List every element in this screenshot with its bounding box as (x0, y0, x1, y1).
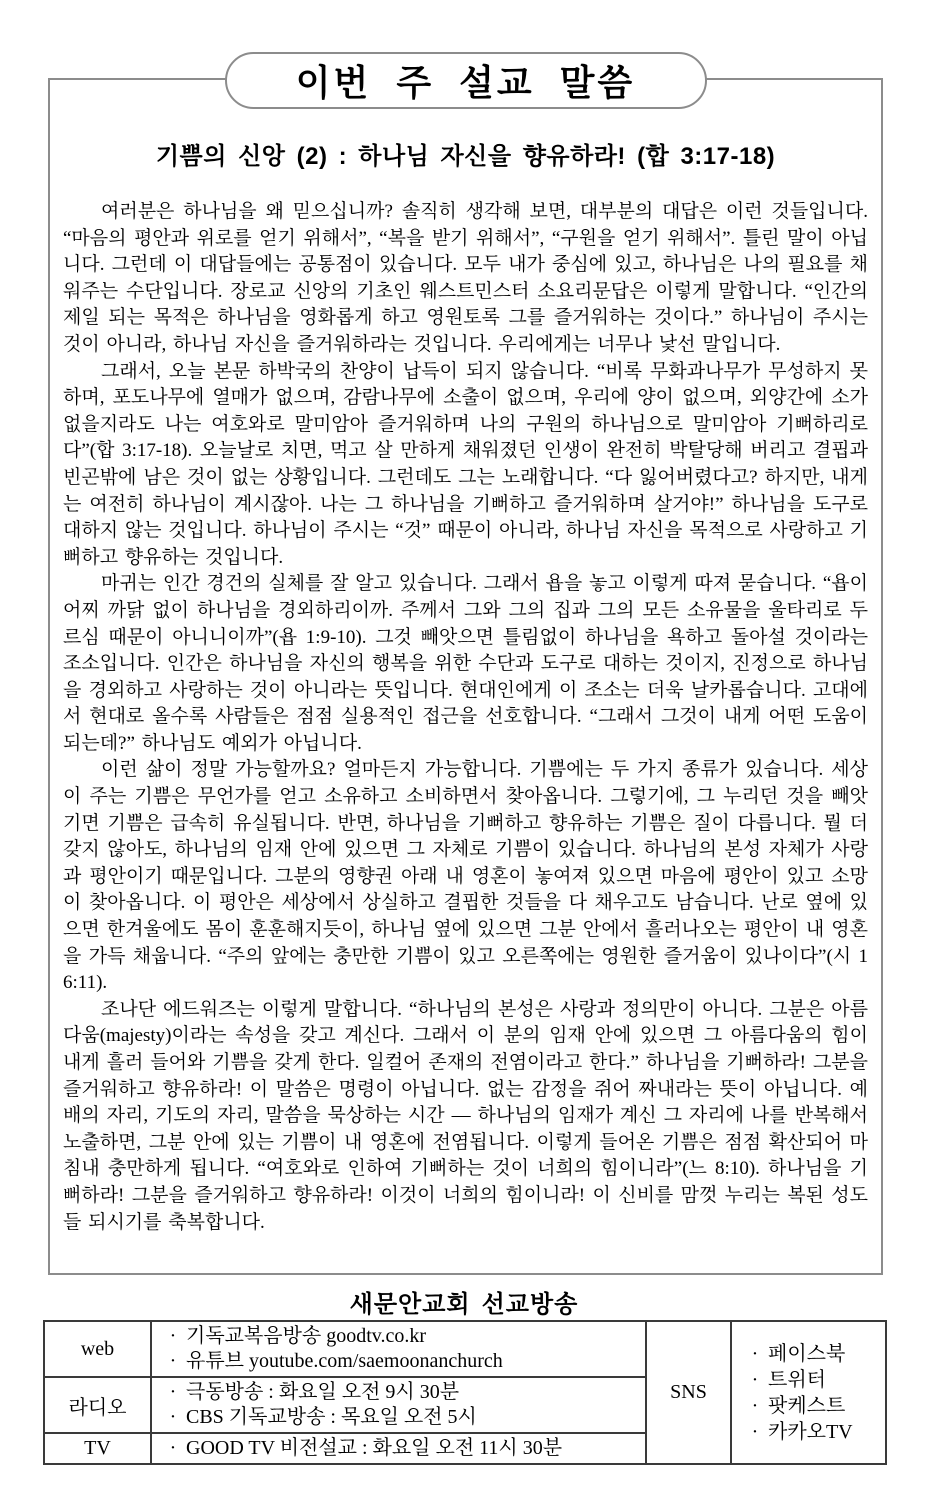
list-item (742, 1367, 885, 1393)
banner-title: 이번 주 설교 말씀 (295, 62, 636, 103)
list-item (160, 1405, 645, 1430)
bullet-icon: · (751, 1368, 759, 1391)
bullet-icon: · (169, 1406, 177, 1428)
list-item (742, 1341, 885, 1367)
bullet-icon: · (169, 1325, 177, 1347)
sermon-body (63, 199, 868, 1236)
sns-item-podcast: 팟케스트 (768, 1394, 846, 1417)
list-item (742, 1393, 885, 1419)
list-item (160, 1349, 645, 1374)
sermon-paragraph-1: 여러분은 하나님을 왜 믿으십니까? 솔직히 생각해 보면, 대부분의 대답은 이런 것들입니다. “마음의 평안과 위로를 얻기 위해서”, “복을 받기 위해서”, “구원을 얻기 위해서”. 틀린 말이 아닙니다. 그런데 이 대답들에는 공통점이 있습니다. 모두 내가 중심에 있고, 하나님은 나의 필요를 채워주는 수단입니다. 장로교 신앙의 기초인 웨스트민스터 소요리문답은 이렇게 말합니다. “인간의 제일 되는 목적은 하나님을 영화롭게 하고 영원토록 그를 즐거워하는 것이다.” 하나님이 주시는 것이 아니라, 하나님 자신을 즐거워하라는 것입니다. 우리에게는 너무나 낯선 말입니다. (63, 201, 868, 355)
web-content (151, 1321, 646, 1377)
broadcast-table (43, 1320, 887, 1465)
broadcast-section-title: 새문안교회 선교방송 (349, 1292, 579, 1318)
list-item (160, 1380, 645, 1405)
tv-label: TV (44, 1433, 151, 1464)
radio-item-febc: 극동방송 : 화요일 오전 9시 30분 (186, 1381, 460, 1403)
bullet-icon: · (169, 1437, 177, 1459)
sermon-paragraph-3: 마귀는 인간 경건의 실체를 잘 알고 있습니다. 그래서 욥을 놓고 이렇게 따져 묻습니다. “욥이 어찌 까닭 없이 하나님을 경외하리이까. 주께서 그와 그의 집과 그의 모든 소유물을 울타리로 두르심 때문이 아니니이까”(욥 1:9-10). 그것 빼앗으면 틀림없이 하나님을 욕하고 돌아설 것이라는 조소입니다. 인간은 하나님을 자신의 행복을 위한 수단과 도구로 대하는 것이지, 진정으로 하나님을 경외하고 사랑하는 것이 아니라는 뜻입니다. 현대인에게 이 조소는 더욱 날카롭습니다. 고대에서 현대로 올수록 사람들은 점점 실용적인 접근을 선호합니다. “그래서 그것이 내게 어떤 도움이 되는데?” 하나님도 예외가 아닙니다. (63, 573, 868, 754)
bullet-icon: · (751, 1420, 759, 1443)
bullet-icon: · (751, 1342, 759, 1365)
sns-label: SNS (646, 1321, 731, 1464)
radio-content (151, 1377, 646, 1433)
sermon-paragraph-5: 조나단 에드워즈는 이렇게 말합니다. “하나님의 본성은 사랑과 정의만이 아니다. 그분은 아름다움(majesty)이라는 속성을 갖고 계신다. 그래서 이 분의 임재 안에 있으면 그 아름다움의 힘이 내게 흘러 들어와 기쁨을 갖게 한다. 일컬어 존재의 전염이라고 한다.” 하나님을 기뻐하라! 그분을 즐거워하고 향유하라! 이 말씀은 명령이 아닙니다. 없는 감정을 쥐어 짜내라는 뜻이 아닙니다. 예배의 자리, 기도의 자리, 말씀을 묵상하는 시간 — 하나님의 임재가 계신 그 자리에 나를 반복해서 노출하면, 그분 안에 있는 기쁨이 내 영혼에 전염됩니다. 이렇게 들어온 기쁨은 점점 확산되어 마침내 충만하게 됩니다. “여호와로 인하여 기뻐하는 것이 너희의 힘이니라”(느 8:10). 하나님을 기뻐하라! 그분을 즐거워하고 향유하라! 이것이 너희의 힘이니라! 이 신비를 맘껏 누리는 복된 성도들 되시기를 축복합니다. (63, 998, 868, 1233)
radio-item-cbs: CBS 기독교방송 : 목요일 오전 5시 (186, 1406, 477, 1428)
tv-item-goodtv: GOOD TV 비전설교 : 화요일 오전 11시 30분 (186, 1437, 563, 1459)
sermon-paragraph-2: 그래서, 오늘 본문 하박국의 찬양이 납득이 되지 않습니다. “비록 무화과나무가 무성하지 못하며, 포도나무에 열매가 없으며, 감람나무에 소출이 없으며, 우리에 양이 없으며, 외양간에 소가 없을지라도 나는 여호와로 말미암아 즐거워하며 나의 구원의 하나님으로 말미암아 기뻐하리로다”(합 3:17-18). 오늘날로 치면, 먹고 살 만하게 채워졌던 인생이 완전히 박탈당해 버리고 결핍과 빈곤밖에 남은 것이 없는 상황입니다. 그런데도 그는 노래합니다. “다 잃어버렸다고? 하지만, 내게는 여전히 하나님이 계시잖아. 나는 그 하나님을 기뻐하고 즐거워하며 살거야!” 하나님을 도구로 대하지 않는 것입니다. 하나님이 주시는 “것” 때문이 아니라, 하나님 자신을 목적으로 사랑하고 기뻐하고 향유하는 것입니다. (63, 360, 868, 568)
table-row-web (44, 1321, 886, 1377)
bullet-icon: · (169, 1350, 177, 1372)
web-item-goodtv: 기독교복음방송 goodtv.co.kr (186, 1325, 427, 1347)
web-label: web (44, 1321, 151, 1377)
list-item (160, 1324, 645, 1349)
tv-content (151, 1433, 646, 1464)
sermon-title: 기쁨의 신앙 (2) : 하나님 자신을 향유하라! (합 3:17-18) (155, 143, 776, 170)
web-item-youtube: 유튜브 youtube.com/saemoonanchurch (186, 1350, 503, 1372)
sns-item-facebook: 페이스북 (768, 1342, 846, 1365)
sns-list (731, 1321, 886, 1464)
sns-item-kakaotv: 카카오TV (768, 1420, 853, 1443)
bullet-icon: · (169, 1381, 177, 1403)
list-item (742, 1419, 885, 1445)
radio-label: 라디오 (44, 1377, 151, 1433)
bullet-icon: · (751, 1394, 759, 1417)
sermon-paragraph-4: 이런 삶이 정말 가능할까요? 얼마든지 가능합니다. 기쁨에는 두 가지 종류가 있습니다. 세상이 주는 기쁨은 무언가를 얻고 소유하고 소비하면서 찾아옵니다. 그렇기에, 그 누리던 것을 빼앗기면 기쁨은 급속히 유실됩니다. 반면, 하나님을 기뻐하고 향유하는 기쁨은 질이 다릅니다. 뭘 더 갖지 않아도, 하나님의 임재 안에 있으면 그 자체로 기쁨이 있습니다. 하나님의 본성 자체가 사랑과 평안이기 때문입니다. 그분의 영향권 아래 내 영혼이 놓여져 있으면 마음에 평안이 있고 소망이 찾아옵니다. 이 평안은 세상에서 상실하고 결핍한 것들을 다 채우고도 남습니다. 난로 옆에 있으면 한겨울에도 몸이 훈훈해지듯이, 하나님 옆에 있으면 그분 안에서 흘러나오는 평안이 내 영혼을 가득 채웁니다. “주의 앞에는 충만한 기쁨이 있고 오른쪽에는 영원한 즐거움이 있나이다”(시 16:11). (63, 759, 868, 994)
sns-item-twitter: 트위터 (768, 1368, 826, 1391)
banner-pill (225, 52, 707, 109)
list-item (160, 1436, 645, 1461)
sermon-box (48, 62, 883, 1275)
